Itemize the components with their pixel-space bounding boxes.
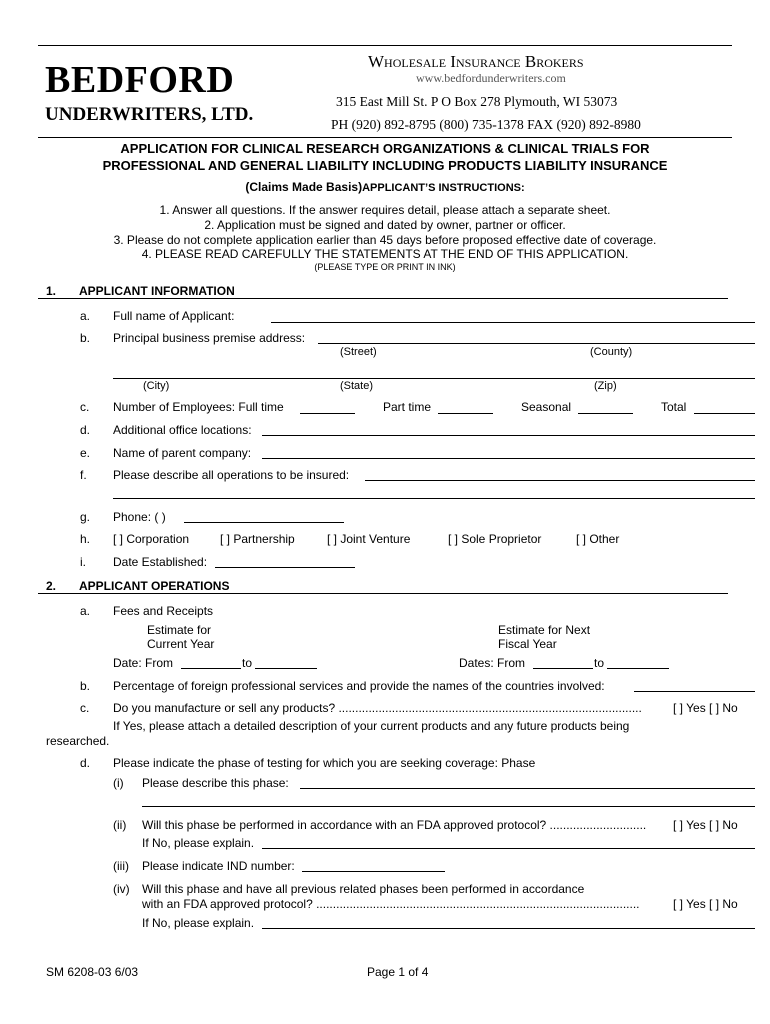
products-detail-line-2: researched. [46,734,110,748]
previous-phases-explain-label: If No, please explain. [142,916,255,930]
zip-caption: (Zip) [594,380,617,392]
parent-company-label: Name of parent company: [113,446,252,460]
title-line-1: APPLICATION FOR CLINICAL RESEARCH ORGANIZATIONS & CLINICAL TRIALS FOR [120,141,650,156]
foreign-services-label: Percentage of foreign professional services and provide the names of the countries involved: [113,679,605,693]
item-a-letter: a. [80,309,91,323]
item-c-letter: c. [80,400,90,414]
tagline: Wholesale Insurance Brokers [368,52,584,71]
estimate-current-line-1: Estimate for [147,623,212,637]
sub-ii-number: (ii) [113,818,127,832]
total-field[interactable] [694,413,755,414]
next-date-from-label: Dates: From [459,656,526,670]
previous-phases-explain-field[interactable] [262,928,755,929]
previous-phases-question-2: with an FDA approved protocol? ................................................................................................. [142,897,640,911]
seasonal-label: Seasonal [521,400,572,414]
sub-i-number: (i) [113,776,124,790]
ind-number-label: Please indicate IND number: [142,859,295,873]
previous-phases-yes-no[interactable]: [ ] Yes [ ] No [673,897,738,911]
basis-line [0,180,770,194]
sub-iv-number: (iv) [113,882,130,896]
option-corporation[interactable]: [ ] Corporation [113,532,190,546]
item-i-letter: i. [80,555,86,569]
header-rule [38,137,732,138]
estimate-next-line-1: Estimate for Next [498,623,591,637]
describe-phase-label: Please describe this phase: [142,776,289,790]
item-e-letter: e. [80,446,91,460]
option-joint-venture[interactable]: [ ] Joint Venture [327,532,411,546]
city-caption: (City) [143,380,170,392]
phone-numbers: PH (920) 892-8795 (800) 735-1378 FAX (920) 892-8980 [331,117,641,132]
title-line-2: PROFESSIONAL AND GENERAL LIABILITY INCLUDING PRODUCTS LIABILITY INSURANCE [102,158,668,173]
current-date-to-field[interactable] [255,668,317,669]
item-h-letter: h. [80,532,91,546]
products-yes-no[interactable]: [ ] Yes [ ] No [673,701,738,715]
ind-number-field[interactable] [302,871,445,872]
street-caption: (Street) [340,346,377,358]
estimate-current-line-2: Current Year [147,637,215,651]
describe-phase-field-1[interactable] [300,788,755,789]
fees-receipts-label: Fees and Receipts [113,604,214,618]
describe-phase-field-2[interactable] [142,806,755,807]
part-time-field[interactable] [438,413,493,414]
item-f-letter: f. [80,468,87,482]
applicant-name-label: Full name of Applicant: [113,309,235,323]
total-label: Total [661,400,687,414]
office-locations-field[interactable] [262,435,755,436]
city-state-zip-field[interactable] [113,378,755,379]
phone-label: Phone: ( ) [113,510,166,524]
top-rule [38,45,732,46]
next-date-to-field[interactable] [607,668,669,669]
instruction-3: 3. Please do not complete application earlier than 45 days before proposed effective date of coverage. [113,233,657,247]
products-question: Do you manufacture or sell any products? ........................................................................................... [113,701,642,715]
section-1-number: 1. [46,284,57,298]
operations-field-2[interactable] [113,498,755,499]
premise-address-label: Principal business premise address: [113,331,306,345]
mailing-address: 315 East Mill St. P O Box 278 Plymouth, WI 53073 [336,94,618,109]
item-2a-letter: a. [80,604,91,618]
item-2c-letter: c. [80,701,90,715]
part-time-label: Part time [383,400,432,414]
section-1-rule [38,298,728,299]
operations-field-1[interactable] [365,480,755,481]
page-number: Page 1 of 4 [367,965,429,979]
date-established-label: Date Established: [113,555,208,569]
item-2d-letter: d. [80,756,91,770]
option-partnership[interactable]: [ ] Partnership [220,532,295,546]
seasonal-field[interactable] [578,413,633,414]
option-sole-proprietor[interactable]: [ ] Sole Proprietor [448,532,542,546]
sub-iii-number: (iii) [113,859,129,873]
current-date-from-label: Date: From [113,656,174,670]
website-link[interactable]: www.bedfordunderwriters.com [416,71,566,85]
item-b-letter: b. [80,331,91,345]
item-2b-letter: b. [80,679,91,693]
county-caption: (County) [590,346,633,358]
foreign-services-field[interactable] [634,691,755,692]
employees-full-time-label: Number of Employees: Full time [113,400,284,414]
fda-protocol-explain-label: If No, please explain. [142,836,255,850]
phone-field[interactable] [184,522,344,523]
current-date-from-field[interactable] [181,668,241,669]
estimate-next-line-2: Fiscal Year [498,637,557,651]
section-2-rule [38,593,728,594]
previous-phases-question-1: Will this phase and have all previous related phases been performed in accordance [142,882,585,896]
item-d-letter: d. [80,423,91,437]
type-note: (PLEASE TYPE OR PRINT IN INK) [314,262,456,272]
company-name: BEDFORD [45,59,235,101]
date-established-field[interactable] [215,567,355,568]
parent-company-field[interactable] [262,458,755,459]
instructions-heading: APPLICANT’S INSTRUCTIONS: [362,182,525,194]
instruction-1: 1. Answer all questions. If the answer requires detail, please attach a separate sheet. [159,203,611,217]
fda-protocol-yes-no[interactable]: [ ] Yes [ ] No [673,818,738,832]
section-2-heading: APPLICANT OPERATIONS [79,579,230,593]
phase-question: Please indicate the phase of testing for which you are seeking coverage: Phase [113,756,536,770]
item-g-letter: g. [80,510,91,524]
operations-label: Please describe all operations to be insured: [113,468,350,482]
company-subtitle: UNDERWRITERS, LTD. [45,104,254,125]
instruction-2: 2. Application must be signed and dated by owner, partner or officer. [204,218,566,232]
next-date-to-label: to [594,656,605,670]
office-locations-label: Additional office locations: [113,423,252,437]
claims-made-basis: (Claims Made Basis) [245,180,363,194]
fda-protocol-explain-field[interactable] [262,848,755,849]
state-caption: (State) [340,380,374,392]
full-time-field[interactable] [300,413,355,414]
fda-protocol-question: Will this phase be performed in accordance with an FDA approved protocol? ............................. [142,818,647,832]
current-date-to-label: to [242,656,253,670]
form-id: SM 6208-03 6/03 [46,965,139,979]
section-2-number: 2. [46,579,57,593]
instruction-4: 4. PLEASE READ CAREFULLY THE STATEMENTS AT THE END OF THIS APPLICATION. [141,247,629,261]
street-field[interactable] [318,343,755,344]
option-other[interactable]: [ ] Other [576,532,620,546]
section-1-heading: APPLICANT INFORMATION [79,284,235,298]
applicant-name-field[interactable] [271,322,755,323]
products-detail-line-1: If Yes, please attach a detailed description of your current products and any future products being [113,719,630,733]
next-date-from-field[interactable] [533,668,593,669]
